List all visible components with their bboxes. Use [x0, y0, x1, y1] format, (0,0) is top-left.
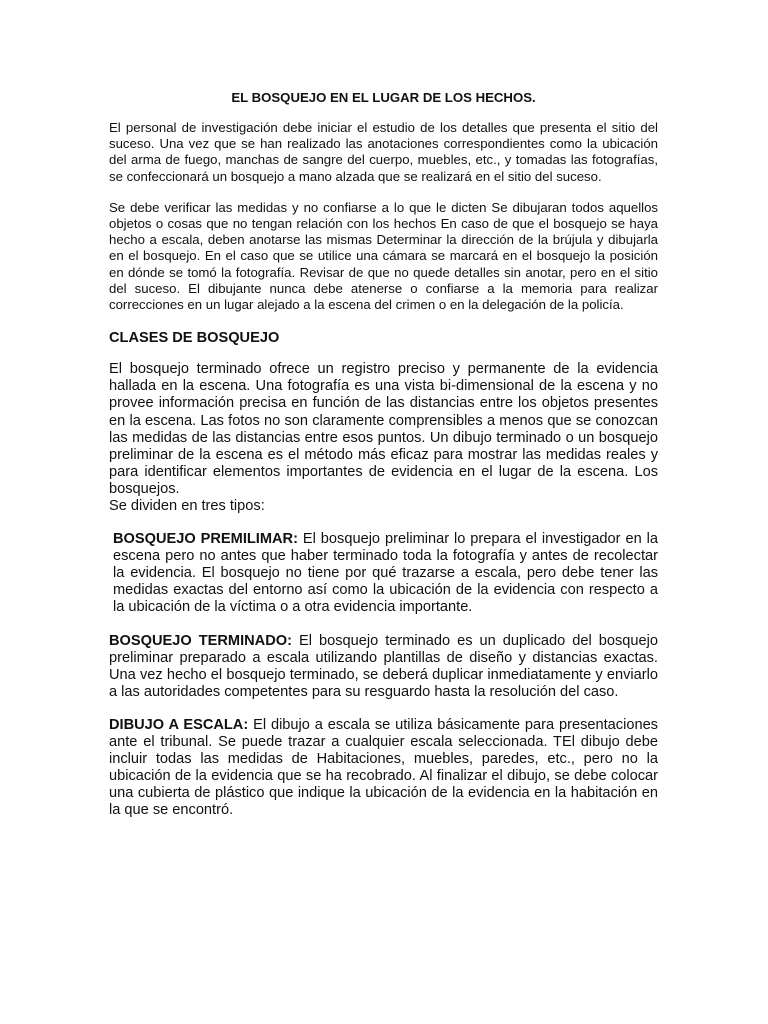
types-intro: Se dividen en tres tipos:: [109, 497, 265, 514]
type-escala-term: DIBUJO A ESCALA:: [109, 716, 249, 733]
type-preliminar-text: El bosquejo preliminar lo prepara el investigador en la escena pero no antes que haber terminado toda la fotografía y antes de recolectar la evidencia. El bosquejo no tiene por qué trazarse a escala, pero debe tener las medidas exactas del entorno así como la ubicación de la evidencia con respecto a la ubicación de la víctima o a otra evidencia importante.: [113, 531, 659, 616]
type-escala: [109, 717, 658, 820]
document-page: [109, 90, 658, 835]
type-terminado: [109, 633, 658, 701]
type-terminado-term: BOSQUEJO TERMINADO:: [109, 632, 292, 649]
type-terminado-text: El bosquejo terminado es un duplicado del bosquejo preliminar preparado a escala utilizando plantillas de diseño y distancias exactas. Una vez hecho el bosquejo terminado, se deberá duplicar inmediatamente y enviarlo a las autoridades competentes para su resguardo hasta la resolución del caso.: [109, 632, 659, 700]
document-title: EL BOSQUEJO EN EL LUGAR DE LOS HECHOS.: [231, 90, 536, 105]
type-escala-text: El dibujo a escala se utiliza básicamente para presentaciones ante el tribunal. Se puede trazar a cualquier escala seleccionada. TEl dibujo debe incluir todas las medidas de Habitaciones, muebles, paredes, etc., pero no la ubicación de la evidencia que se ha recobrado. Al finalizar el dibujo, se debe colocar una cubierta de plástico que indique la ubicación de la evidencia en la habitación en la que se encontró.: [109, 716, 658, 819]
intro-paragraph-2: Se debe verificar las medidas y no confiarse a lo que le dicten Se dibujaran todos aquellos objetos o cosas que no tengan relación con los hechos En caso de que el bosquejo se haya hecho a escala, deben anotarse las mismas Determinar la dirección de la brújula y dibujarla en el bosquejo. En el caso que se utilice una cámara se marcará en el bosquejo la posición en dónde se tomó la fotografía. Revisar de que no quede detalles sin anotar, pero en el sitio del suceso. El dibujante nunca debe atenerse o confiarse a la memoria para realizar correcciones en un lugar alejado a la escena del crimen o en la delegación de la policía.: [109, 199, 658, 313]
section-heading: CLASES DE BOSQUEJO: [109, 330, 280, 347]
type-preliminar-term: BOSQUEJO PREMILIMAR:: [113, 531, 298, 548]
intro-paragraph-1: El personal de investigación debe iniciar el estudio de los detalles que presenta el sitio del suceso. Una vez que se han realizado las anotaciones correspondientes como la ubicación del arma de fuego, manchas de sangre del cuerpo, muebles, etc., y tomadas las fotografías, se confeccionará un bosquejo a mano alzada que se realizará en el sitio del suceso.: [109, 120, 658, 184]
type-preliminar: [109, 531, 658, 616]
section-paragraph: El bosquejo terminado ofrece un registro preciso y permanente de la evidencia hallada en la escena. Una fotografía es una vista bi-dimensional de la escena y no provee información precisa en función de las distancias entre los objetos presentes en la escena. Las fotos no son claramente comprensibles a menos que se conozcan las medidas de las distancias entre esos puntos. Un dibujo terminado o un bosquejo preliminar de la escena es el método más eficaz para mostrar las medidas reales y para identificar elementos importantes de evidencia en el lugar de la escena. Los bosquejos.: [109, 361, 658, 497]
